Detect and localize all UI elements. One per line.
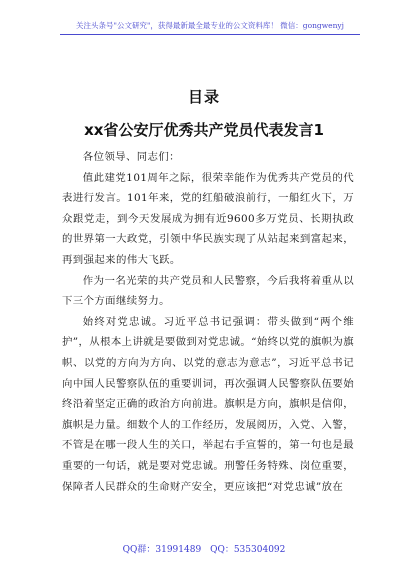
paragraph: 始终对党忠诚。习近平总书记强调：带头做到“两个维护”，从根本上讲就是要做到对党忠诚。“始终以党的旗帜为旗帜、以党的方向为方向、以党的意志为意志”，习近平总书记向中国人民警察队伍的重要训词，再次强调人民警察队伍要始终沿着坚定正确的政治方向前进。旗帜是方向，旗帜是信仰，旗帜是力量。细数个人的工作经历，发展阅历，入党、入警，不管是在哪一段人生的关口，举起右手宣誓的，第一句也是最重要的一句话，就是要对党忠诚。刑警任务特殊、岗位重要，保障者人民群众的生命财产安全，更应该把“对党忠诚”放在 [62,315,354,493]
document-title: xx省公安厅优秀共产党员代表发言1 [84,121,324,139]
document-body [62,147,354,497]
qq-group-number: QQ群：31991489 [122,545,202,555]
footer-contact [0,542,408,555]
salutation: 各位领导、同志们： [82,151,180,163]
paragraph: 值此建党101周年之际，很荣幸能作为优秀共产党员的代表进行发言。101年来，党的红船破浪前行，一船红火下，万众跟党走，到今天发展成为拥有近9600多万党员、长期执政的世界第一大政党，引领中华民族实现了从站起来到富起来，再到强起来的伟大飞跃。 [62,171,354,266]
qq-number: QQ：535304092 [210,545,286,555]
header-banner: 关注头条号"公文研究"，获得最新最全最专业的公文资料库！ 微信：gongwenyj [60,20,360,35]
paragraph: 作为一名光荣的共产党员和人民警察，今后我将着重从以下三个方面继续努力。 [62,274,354,308]
toc-title: 目录 [187,88,220,106]
